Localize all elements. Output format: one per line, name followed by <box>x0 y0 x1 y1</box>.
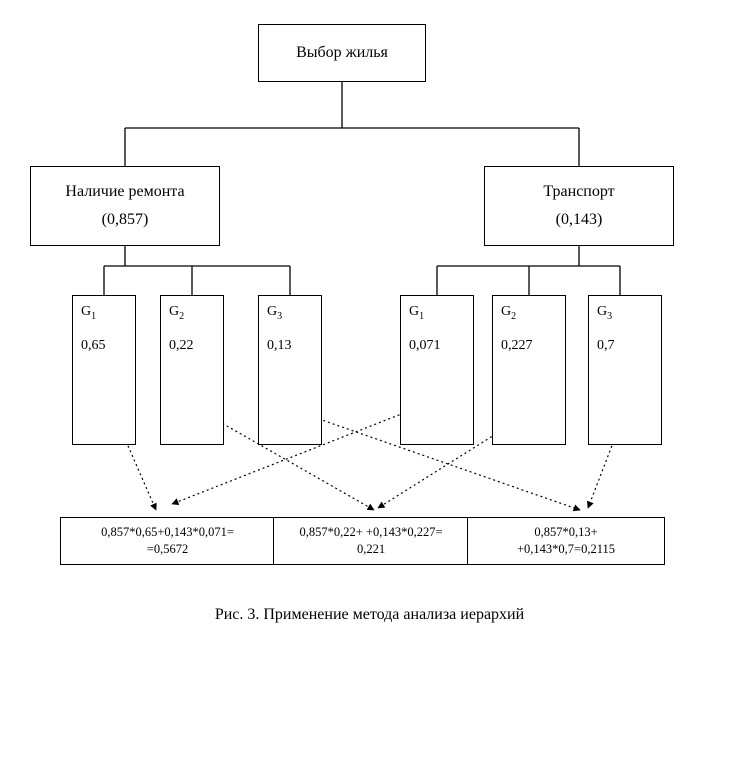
alternative-label: $G_2$ <box>169 304 185 322</box>
node-root-label: Выбор жилья <box>296 43 388 61</box>
node-criterion-transport <box>484 166 674 246</box>
node-alternative-left-2 <box>160 295 224 445</box>
node-alternative-right-3 <box>588 295 662 445</box>
result-line-1: 0,857*0,22+ +0,143*0,227= <box>299 524 443 539</box>
alternative-label: $G_3$ <box>597 304 613 322</box>
result-line-2: 0,221 <box>356 542 386 556</box>
node-alternative-right-2 <box>492 295 566 445</box>
node-result-1 <box>60 517 275 565</box>
node-alternative-left-1 <box>72 295 136 445</box>
result-line-2: +0,143*0,7=0,2115 <box>516 542 615 556</box>
alternative-label: $G_3$ <box>267 304 283 322</box>
alternative-label: $G_1$ <box>81 304 97 322</box>
alternative-label: $G_1$ <box>409 304 425 322</box>
criterion-weight: (0,857) <box>101 211 149 228</box>
alternative-value: 0,22 <box>169 337 194 353</box>
result-line-2: =0,5672 <box>146 542 189 556</box>
criterion-name: Транспорт <box>543 182 615 200</box>
result-line-1: 0,857*0,65+0,143*0,071= <box>101 524 234 539</box>
alternative-value: 0,071 <box>409 337 441 353</box>
node-root <box>258 24 426 82</box>
node-alternative-left-3 <box>258 295 322 445</box>
alternative-value: 0,227 <box>501 337 533 353</box>
node-result-2 <box>273 517 469 565</box>
alternative-value: 0,65 <box>81 337 106 353</box>
criterion-weight: (0,143) <box>555 211 603 228</box>
criterion-name: Наличие ремонта <box>65 182 185 200</box>
alternative-value: 0,13 <box>267 337 292 353</box>
result-line-1: 0,857*0,13+ <box>534 524 598 539</box>
node-alternative-right-1 <box>400 295 474 445</box>
alternative-value: 0,7 <box>597 337 615 353</box>
alternative-label: $G_2$ <box>501 304 517 322</box>
node-criterion-repair <box>30 166 220 246</box>
node-result-3 <box>467 517 665 565</box>
figure-caption: Рис. 3. Применение метода анализа иерархий <box>214 606 525 623</box>
